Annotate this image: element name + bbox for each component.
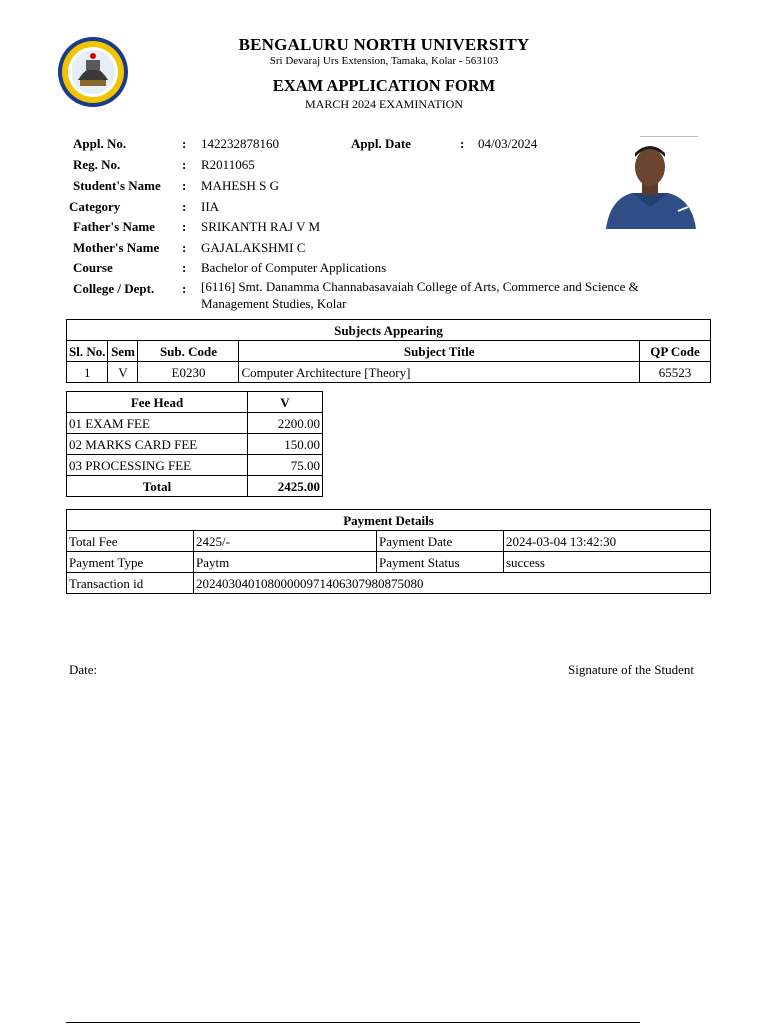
appl-date-value: 04/03/2024 — [478, 136, 538, 151]
signature-label: Signature of the Student — [568, 662, 695, 677]
qp-code-cell: 65523 — [640, 362, 711, 383]
payment-table — [66, 509, 711, 594]
payment-type-label: Payment Type — [67, 552, 194, 573]
colon: : — [182, 240, 187, 255]
table-row — [67, 413, 323, 434]
subjects-table — [66, 319, 711, 383]
colon: : — [182, 219, 187, 234]
divider — [66, 1022, 640, 1023]
table-row — [67, 362, 711, 383]
fee-table — [66, 391, 323, 497]
sem-cell: V — [108, 362, 138, 383]
subjects-header-row — [67, 341, 711, 362]
college-value-line2: Management Studies, Kolar — [201, 296, 347, 311]
subject-title-cell: Computer Architecture [Theory] — [239, 362, 640, 383]
col-sub-code: Sub. Code — [138, 341, 239, 362]
fee-total-row — [67, 476, 323, 497]
colon: : — [460, 136, 465, 151]
fee-total-label: Total — [67, 476, 248, 497]
mother-name-label: Mother's Name — [73, 240, 160, 255]
fee-header-row — [67, 392, 323, 413]
table-row — [67, 455, 323, 476]
student-name-label: Student's Name — [73, 178, 161, 193]
col-fee-head: Fee Head — [67, 392, 248, 413]
form-title: EXAM APPLICATION FORM — [272, 76, 496, 95]
col-fee-sem: V — [248, 392, 323, 413]
payment-type-value: Paytm — [194, 552, 377, 573]
payment-title: Payment Details — [67, 510, 711, 531]
table-row — [67, 531, 711, 552]
colon: : — [182, 281, 187, 296]
colon: : — [182, 136, 187, 151]
transaction-id-label: Transaction id — [67, 573, 194, 594]
colon: : — [182, 157, 187, 172]
payment-status-value: success — [504, 552, 711, 573]
category-value: IIA — [201, 199, 220, 214]
college-label: College / Dept. — [73, 281, 155, 296]
sub-code-cell: E0230 — [138, 362, 239, 383]
fee-total-value: 2425.00 — [248, 476, 323, 497]
reg-no-label: Reg. No. — [73, 157, 121, 172]
table-row — [67, 552, 711, 573]
payment-date-label: Payment Date — [377, 531, 504, 552]
sl-no-cell: 1 — [67, 362, 108, 383]
col-sl-no: Sl. No. — [67, 341, 108, 362]
col-qp-code: QP Code — [640, 341, 711, 362]
father-name-label: Father's Name — [73, 219, 155, 234]
date-label: Date: — [69, 662, 98, 677]
colon: : — [182, 178, 187, 193]
payment-date-value: 2024-03-04 13:42:30 — [504, 531, 711, 552]
fee-head-cell: 03 PROCESSING FEE — [67, 455, 248, 476]
father-name-value: SRIKANTH RAJ V M — [201, 219, 321, 234]
appl-no-label: Appl. No. — [73, 136, 127, 151]
payment-status-label: Payment Status — [377, 552, 504, 573]
course-value: Bachelor of Computer Applications — [201, 260, 387, 275]
exam-name: MARCH 2024 EXAMINATION — [305, 97, 463, 111]
category-label: Category — [69, 199, 121, 214]
total-fee-label: Total Fee — [67, 531, 194, 552]
fee-amount-cell: 2200.00 — [248, 413, 323, 434]
course-label: Course — [73, 260, 113, 275]
fee-amount-cell: 150.00 — [248, 434, 323, 455]
fee-head-cell: 01 EXAM FEE — [67, 413, 248, 434]
col-subject-title: Subject Title — [239, 341, 640, 362]
table-row — [67, 573, 711, 594]
subjects-title: Subjects Appearing — [67, 320, 711, 341]
mother-name-value: GAJALAKSHMI C — [201, 240, 306, 255]
student-name-value: MAHESH S G — [201, 178, 280, 193]
appl-date-label: Appl. Date — [351, 136, 411, 151]
student-photo — [602, 137, 698, 229]
table-row — [67, 434, 323, 455]
fee-head-cell: 02 MARKS CARD FEE — [67, 434, 248, 455]
transaction-id-value: 20240304010800000971406307980875080 — [194, 573, 711, 594]
appl-no-value: 142232878160 — [201, 136, 279, 151]
university-name: BENGALURU NORTH UNIVERSITY — [238, 35, 530, 54]
fee-amount-cell: 75.00 — [248, 455, 323, 476]
university-address: Sri Devaraj Urs Extension, Tamaka, Kolar - 563103 — [269, 55, 499, 67]
college-value-line1: [6116] Smt. Danamma Channabasavaiah College of Arts, Commerce and Science & — [201, 279, 639, 294]
total-fee-value: 2425/- — [194, 531, 377, 552]
reg-no-value: R2011065 — [201, 157, 255, 172]
colon: : — [182, 260, 187, 275]
colon: : — [182, 199, 187, 214]
col-sem: Sem — [108, 341, 138, 362]
